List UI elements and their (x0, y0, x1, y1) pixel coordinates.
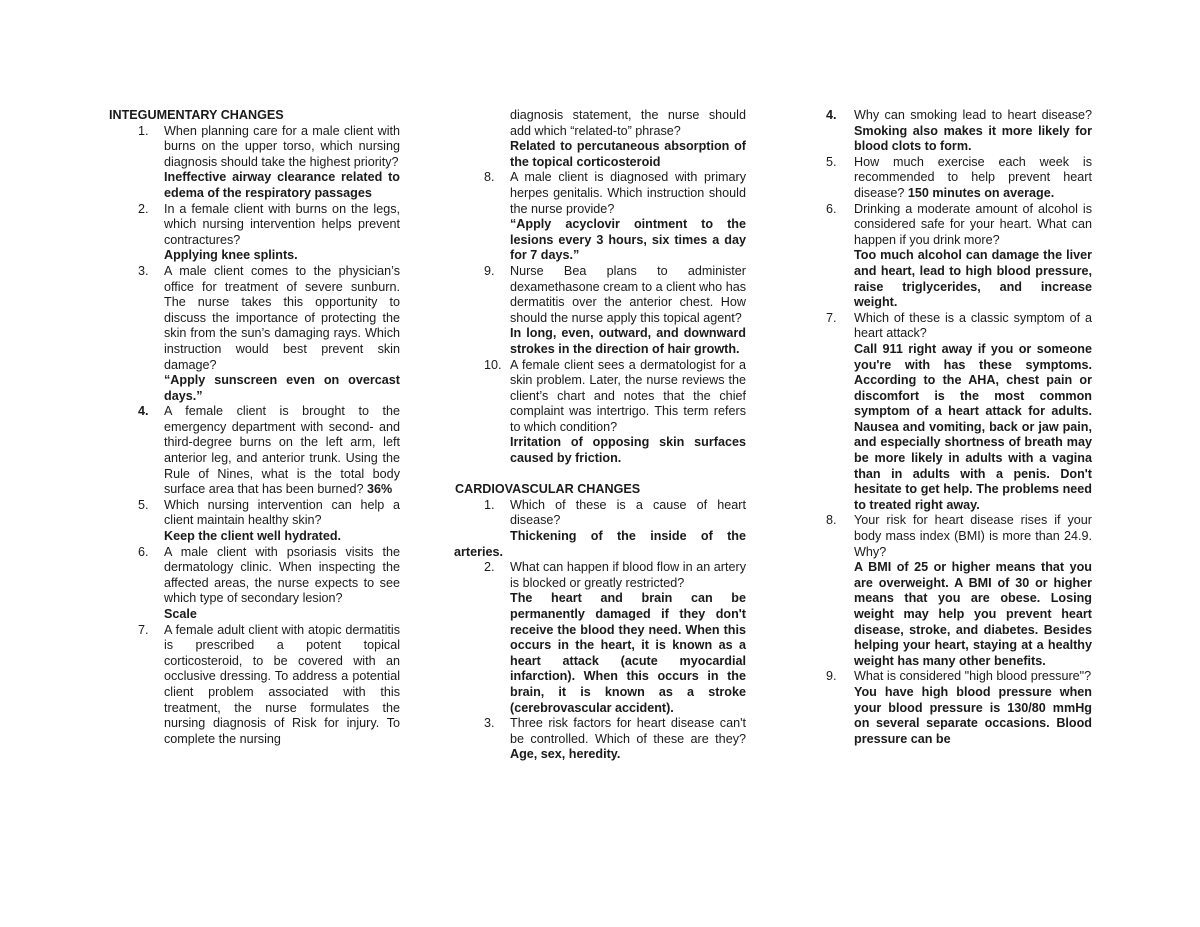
answer-text: Scale (164, 607, 197, 621)
list-item (108, 404, 400, 498)
list-item (826, 108, 1092, 155)
answer-text: Call 911 right away if you or someone you're with has these symptoms. According to the AHA, chest pain or discomfort is the most common symptom of a heart attack for adults. Nausea and vomiting, back or jaw pain, and especially shortness of breath may be more likely in adults with a vagina than in adults with a penis. Don't hesitate to get help. The problems need to treated right away. (854, 341, 1092, 512)
question-text: diagnosis statement, the nurse should add which “related-to” phrase? (510, 108, 746, 138)
answer-text-inline: 36% (367, 482, 393, 497)
list-item (108, 202, 400, 264)
question-text (164, 404, 400, 498)
section-heading-cardiovascular: CARDIOVASCULAR CHANGES (455, 482, 641, 497)
item-number: 5. (138, 497, 149, 512)
item-number: 3. (484, 716, 495, 731)
answer-text-inline: 150 minutes on average. (907, 185, 1055, 200)
question-text: Which of these is a cause of heart disease? (510, 497, 746, 528)
list-item (108, 498, 400, 545)
item-number: 2. (138, 201, 149, 216)
list-item (108, 264, 400, 404)
question-text: Your risk for heart disease rises if your body mass index (BMI) is more than 24.9. Why? (854, 513, 1092, 559)
question-text: In a female client with burns on the legs, which nursing intervention helps prevent contractures? (164, 201, 400, 247)
list-item (826, 311, 1092, 514)
question-text: What is considered "high blood pressure"? (854, 669, 1092, 684)
list-item (108, 545, 400, 623)
list-item (826, 669, 1092, 747)
list-item (826, 202, 1092, 311)
question-text-inline: Three risk factors for heart disease can't be controlled. Which of these are they? (510, 716, 746, 746)
item-number: 9. (826, 669, 837, 684)
question-text: Drinking a moderate amount of alcohol is considered safe for your heart. What can happen if you drink more? (854, 201, 1092, 247)
item-number: 1. (138, 123, 149, 138)
list-item (454, 358, 746, 467)
item-number: 7. (138, 622, 149, 637)
section-heading-integumentary: INTEGUMENTARY CHANGES (109, 108, 284, 122)
answer-text: Applying knee splints. (164, 248, 298, 263)
answer-text: A BMI of 25 or higher means that you are overweight. A BMI of 30 or higher means that you are obese. Losing weight may help you prevent heart disease, stroke, and diabetes. Besides helping your heart, staying at a healthy weight has many other benefits. (854, 560, 1092, 668)
answer-text: Irritation of opposing skin surfaces caused by friction. (510, 435, 746, 466)
item-number: 10. (484, 357, 502, 372)
question-text: When planning care for a male client with burns on the upper torso, which nursing diagnosis should take the highest priority? (164, 123, 400, 169)
cardiovascular-list-continued (826, 108, 1092, 747)
list-item (454, 170, 746, 264)
question-text (510, 716, 746, 763)
answer-text: Too much alcohol can damage the liver and heart, lead to high blood pressure, raise triglycerides, and increase weight. (854, 248, 1092, 310)
list-item (108, 124, 400, 202)
column-2 (454, 108, 746, 763)
answer-text: You have high blood pressure when your blood pressure is 130/80 mmHg on several separate occasions. Blood pressure can be (854, 684, 1092, 746)
question-text (854, 108, 1092, 155)
question-text-inline: A female client is brought to the emergency department with second- and third-degree burns on the left arm, left anterior leg, and anterior trunk. Using the Rule of Nines, what is the total body surface area that has been burned? (164, 404, 400, 497)
item-number: 6. (138, 544, 149, 559)
question-text: A female client sees a dermatologist for a skin problem. Later, the nurse reviews the client’s chart and notes that the chief complaint was intertrigo. This term refers to which condition? (510, 357, 746, 434)
question-text: A male client with psoriasis visits the dermatology clinic. When inspecting the affected areas, the nurse expects to see which type of secondary lesion? (164, 544, 400, 606)
list-item (454, 498, 746, 560)
item-number: 8. (484, 170, 495, 185)
question-text: Which of these is a classic symptom of a heart attack? (854, 310, 1092, 341)
item-number: 4. (826, 108, 837, 122)
list-item-continued (454, 108, 746, 170)
answer-text: The heart and brain can be permanently damaged if they don't receive the blood they need. When this occurs in the heart, it is known as a heart attack (acute myocardial infarction). When this occurs in the brain, it is known as a stroke (cerebrovascular accident). (510, 591, 746, 715)
item-number: 6. (826, 201, 837, 216)
question-text-inline: Why can smoking lead to heart disease? (854, 108, 1092, 122)
list-item (454, 264, 746, 358)
answer-text-overhang: arteries. (454, 544, 504, 559)
item-number: 8. (826, 513, 837, 528)
answer-text: “Apply sunscreen even on overcast days.” (164, 373, 400, 403)
item-number: 1. (484, 497, 495, 512)
column-1 (108, 108, 400, 747)
cardiovascular-list (454, 498, 746, 763)
answer-text: Ineffective airway clearance related to edema of the respiratory passages (164, 170, 400, 200)
question-text: Which nursing intervention can help a client maintain healthy skin? (164, 497, 400, 528)
integumentary-list-continued (454, 108, 746, 467)
list-item (826, 513, 1092, 669)
answer-text: Related to percutaneous absorption of the topical corticosteroid (510, 139, 746, 169)
question-text: A male client comes to the physician’s office for treatment of severe sunburn. The nurse takes this opportunity to discuss the importance of protecting the skin from the sun’s damaging rays. Which instruction would best prevent skin damage? (164, 263, 400, 372)
question-text: Nurse Bea plans to administer dexamethasone cream to a client who has dermatitis over the anterior chest. How should the nurse apply this topical agent? (510, 263, 746, 325)
answer-text-inline: Smoking also makes it more likely for blood clots to form. (854, 123, 1092, 154)
question-text-inline: How much exercise each week is recommended to help prevent heart disease? (854, 154, 1092, 200)
item-number: 7. (826, 310, 837, 325)
list-item (454, 560, 746, 716)
answer-text: Thickening of the inside of the (510, 529, 746, 544)
item-number: 9. (484, 263, 495, 278)
column-3 (826, 108, 1092, 747)
answer-text-inline: Age, sex, heredity. (510, 747, 621, 762)
answer-text: In long, even, outward, and downward strokes in the direction of hair growth. (510, 326, 746, 356)
item-number: 5. (826, 154, 837, 169)
list-item (108, 623, 400, 748)
question-text: A female adult client with atopic dermatitis is prescribed a potent topical corticosteroid, to be covered with an occlusive dressing. To address a potential client problem associated with this treatment, the nurse formulates the nursing diagnosis of Risk for injury. To complete the nursing (164, 622, 400, 746)
list-item (454, 716, 746, 763)
item-number: 3. (138, 263, 149, 278)
item-number: 4. (138, 404, 149, 419)
answer-text: “Apply acyclovir ointment to the lesions every 3 hours, six times a day for 7 days.” (510, 217, 746, 263)
item-number: 2. (484, 560, 495, 575)
integumentary-list (108, 124, 400, 748)
list-item (826, 155, 1092, 202)
question-text: A male client is diagnosed with primary herpes genitalis. Which instruction should the nurse provide? (510, 170, 746, 216)
answer-text: Keep the client well hydrated. (164, 529, 342, 544)
question-text: What can happen if blood flow in an artery is blocked or greatly restricted? (510, 560, 746, 590)
question-text (854, 155, 1092, 202)
